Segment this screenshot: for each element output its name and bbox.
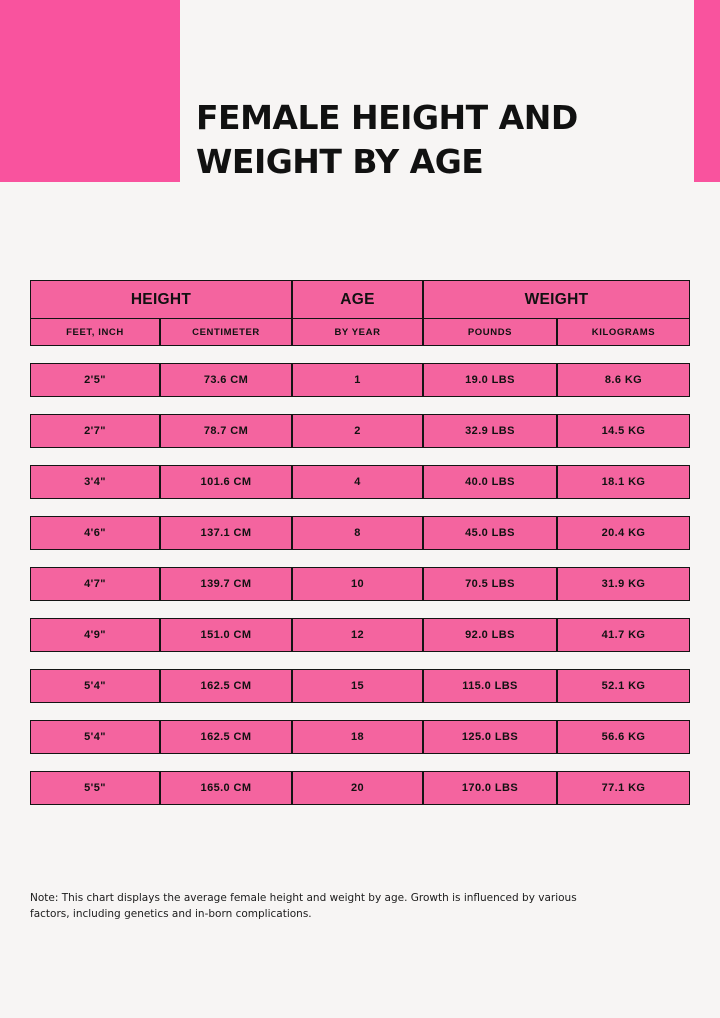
cell-age: 15 xyxy=(292,669,423,703)
cell-pounds: 45.0 LBS xyxy=(423,516,557,550)
table-row xyxy=(30,414,690,448)
table-row xyxy=(30,771,690,805)
cell-pounds: 19.0 LBS xyxy=(423,363,557,397)
height-weight-table xyxy=(30,280,690,805)
table-row xyxy=(30,363,690,397)
cell-centimeter: 162.5 CM xyxy=(160,720,292,754)
cell-feet-inch: 5'4" xyxy=(30,669,160,703)
cell-feet-inch: 3'4" xyxy=(30,465,160,499)
cell-pounds: 70.5 LBS xyxy=(423,567,557,601)
table-row xyxy=(30,720,690,754)
cell-feet-inch: 2'5" xyxy=(30,363,160,397)
cell-age: 20 xyxy=(292,771,423,805)
column-header-kilograms: KILOGRAMS xyxy=(557,318,690,346)
column-header-pounds: POUNDS xyxy=(423,318,557,346)
column-header-by-year: BY YEAR xyxy=(292,318,423,346)
decorative-corner-block-right xyxy=(694,0,720,182)
chart-note: Note: This chart displays the average female height and weight by age. Growth is influenced by various factors, including genetics and in-born complications. xyxy=(30,892,577,921)
table-group-header-row xyxy=(30,280,690,318)
cell-centimeter: 139.7 CM xyxy=(160,567,292,601)
cell-kilograms: 52.1 KG xyxy=(557,669,690,703)
table-row xyxy=(30,516,690,550)
cell-pounds: 92.0 LBS xyxy=(423,618,557,652)
cell-pounds: 32.9 LBS xyxy=(423,414,557,448)
cell-age: 2 xyxy=(292,414,423,448)
group-header-age: AGE xyxy=(292,280,423,318)
table-row xyxy=(30,465,690,499)
cell-kilograms: 18.1 KG xyxy=(557,465,690,499)
group-header-height: HEIGHT xyxy=(30,280,292,318)
cell-kilograms: 77.1 KG xyxy=(557,771,690,805)
cell-age: 18 xyxy=(292,720,423,754)
cell-kilograms: 56.6 KG xyxy=(557,720,690,754)
cell-age: 10 xyxy=(292,567,423,601)
cell-centimeter: 78.7 CM xyxy=(160,414,292,448)
cell-kilograms: 41.7 KG xyxy=(557,618,690,652)
cell-pounds: 115.0 LBS xyxy=(423,669,557,703)
cell-feet-inch: 4'7" xyxy=(30,567,160,601)
cell-kilograms: 20.4 KG xyxy=(557,516,690,550)
cell-feet-inch: 4'9" xyxy=(30,618,160,652)
cell-kilograms: 14.5 KG xyxy=(557,414,690,448)
cell-centimeter: 73.6 CM xyxy=(160,363,292,397)
cell-age: 12 xyxy=(292,618,423,652)
column-header-centimeter: CENTIMETER xyxy=(160,318,292,346)
page-title: FEMALE HEIGHT AND WEIGHT BY AGE xyxy=(196,98,578,181)
table-row xyxy=(30,618,690,652)
cell-pounds: 40.0 LBS xyxy=(423,465,557,499)
table-column-header-row xyxy=(30,318,690,346)
cell-pounds: 125.0 LBS xyxy=(423,720,557,754)
table-row xyxy=(30,567,690,601)
cell-feet-inch: 2'7" xyxy=(30,414,160,448)
cell-age: 4 xyxy=(292,465,423,499)
cell-kilograms: 8.6 KG xyxy=(557,363,690,397)
cell-centimeter: 137.1 CM xyxy=(160,516,292,550)
cell-centimeter: 165.0 CM xyxy=(160,771,292,805)
cell-feet-inch: 4'6" xyxy=(30,516,160,550)
cell-pounds: 170.0 LBS xyxy=(423,771,557,805)
cell-centimeter: 162.5 CM xyxy=(160,669,292,703)
cell-kilograms: 31.9 KG xyxy=(557,567,690,601)
cell-centimeter: 151.0 CM xyxy=(160,618,292,652)
cell-centimeter: 101.6 CM xyxy=(160,465,292,499)
table-row xyxy=(30,669,690,703)
cell-age: 1 xyxy=(292,363,423,397)
cell-feet-inch: 5'5" xyxy=(30,771,160,805)
cell-age: 8 xyxy=(292,516,423,550)
decorative-corner-block-left xyxy=(0,0,180,182)
group-header-weight: WEIGHT xyxy=(423,280,690,318)
column-header-feet-inch: FEET, INCH xyxy=(30,318,160,346)
cell-feet-inch: 5'4" xyxy=(30,720,160,754)
